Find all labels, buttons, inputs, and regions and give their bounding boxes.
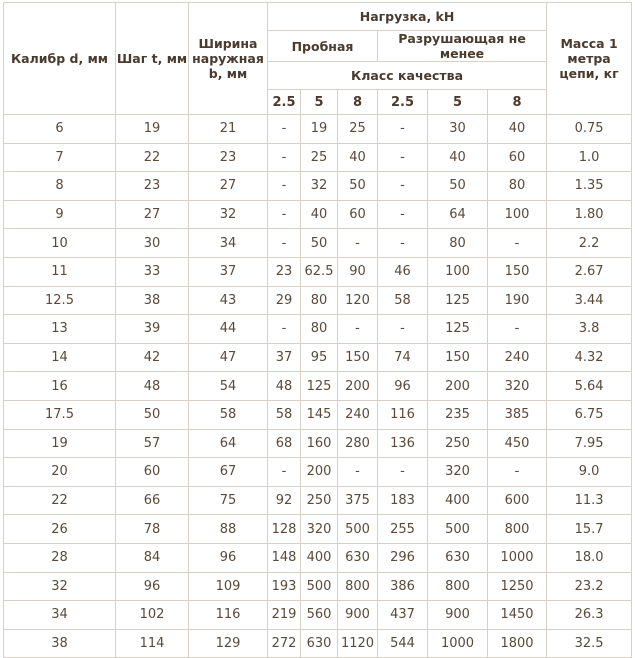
table-cell: 320 [428,458,488,487]
table-cell: 32 [301,172,338,201]
table-cell: 630 [428,543,488,572]
table-cell: 386 [378,572,428,601]
table-cell: 544 [378,629,428,658]
table-cell: 1250 [488,572,547,601]
table-cell: 400 [428,486,488,515]
table-cell: - [268,115,301,144]
table-cell: 19 [4,429,116,458]
table-cell: 320 [488,372,547,401]
header-grade: 8 [488,90,547,115]
header-mass: Масса 1 метра цепи, кг [547,3,632,115]
table-cell: 150 [338,343,378,372]
header-grade: 5 [428,90,488,115]
table-cell: 6 [4,115,116,144]
table-row [4,286,632,315]
table-cell: 43 [189,286,268,315]
table-cell: - [268,143,301,172]
table-cell: 120 [338,286,378,315]
table-cell: 1120 [338,629,378,658]
header-pitch: Шаг t, мм [116,3,189,115]
table-cell: - [338,458,378,487]
table-cell: 84 [116,543,189,572]
table-cell: 450 [488,429,547,458]
table-cell: 193 [268,572,301,601]
table-cell: 23.2 [547,572,632,601]
table-cell: 40 [301,200,338,229]
table-cell: 2.2 [547,229,632,258]
table-cell: 37 [268,343,301,372]
table-cell: 200 [301,458,338,487]
table-cell: 12.5 [4,286,116,315]
table-cell: 33 [116,257,189,286]
table-cell: 37 [189,257,268,286]
table-cell: - [488,315,547,344]
table-cell: 190 [488,286,547,315]
table-cell: 60 [338,200,378,229]
table-cell: 160 [301,429,338,458]
table-row [4,572,632,601]
table-cell: 27 [116,200,189,229]
table-cell: 42 [116,343,189,372]
table-cell: 114 [116,629,189,658]
table-cell: 11 [4,257,116,286]
table-cell: 75 [189,486,268,515]
table-cell: 50 [428,172,488,201]
table-cell: 25 [338,115,378,144]
header-grade: 2.5 [268,90,301,115]
table-cell: 22 [4,486,116,515]
table-cell: 296 [378,543,428,572]
table-cell: 1.80 [547,200,632,229]
table-cell: 1000 [428,629,488,658]
table-cell: 1800 [488,629,547,658]
table-cell: 9.0 [547,458,632,487]
table-cell: 560 [301,601,338,630]
table-cell: 60 [116,458,189,487]
table-cell: 23 [189,143,268,172]
table-cell: 64 [189,429,268,458]
table-cell: - [378,229,428,258]
table-cell: 219 [268,601,301,630]
table-cell: 48 [268,372,301,401]
table-cell: 100 [488,200,547,229]
table-cell: 1.0 [547,143,632,172]
table-cell: 80 [428,229,488,258]
table-cell: 125 [428,315,488,344]
table-cell: - [268,315,301,344]
table-cell: - [378,200,428,229]
table-cell: 240 [338,400,378,429]
table-cell: 8 [4,172,116,201]
table-cell: 375 [338,486,378,515]
table-row [4,515,632,544]
table-cell: - [268,229,301,258]
table-cell: 150 [428,343,488,372]
table-cell: 17.5 [4,400,116,429]
table-cell: 74 [378,343,428,372]
table-cell: 27 [189,172,268,201]
table-cell: 58 [189,400,268,429]
table-cell: 385 [488,400,547,429]
table-cell: - [378,143,428,172]
table-cell: 125 [428,286,488,315]
table-row [4,229,632,258]
table-cell: 0.75 [547,115,632,144]
table-cell: 34 [189,229,268,258]
table-cell: 68 [268,429,301,458]
table-cell: 900 [338,601,378,630]
table-cell: 62.5 [301,257,338,286]
table-cell: 800 [488,515,547,544]
table-body [4,115,632,658]
chain-spec-table [3,2,632,658]
header-grade: 2.5 [378,90,428,115]
table-row [4,372,632,401]
table-cell: 7 [4,143,116,172]
table-cell: 28 [4,543,116,572]
table-cell: 19 [116,115,189,144]
table-cell: 92 [268,486,301,515]
table-cell: 47 [189,343,268,372]
table-cell: 3.44 [547,286,632,315]
table-cell: 50 [116,400,189,429]
table-row [4,486,632,515]
table-cell: - [378,315,428,344]
header-caliber: Калибр d, мм [4,3,116,115]
table-cell: 235 [428,400,488,429]
table-cell: 18.0 [547,543,632,572]
table-cell: 23 [116,172,189,201]
table-cell: 95 [301,343,338,372]
table-cell: 200 [428,372,488,401]
table-cell: 48 [116,372,189,401]
header-quality-class: Класс качества [268,62,547,90]
table-cell: 40 [488,115,547,144]
table-cell: 50 [338,172,378,201]
table-cell: 58 [378,286,428,315]
table-cell: 102 [116,601,189,630]
table-cell: 200 [338,372,378,401]
table-cell: 1450 [488,601,547,630]
table-cell: 96 [378,372,428,401]
header-width: Ширина наружная b, мм [189,3,268,115]
table-cell: 57 [116,429,189,458]
table-cell: - [338,229,378,258]
table-row [4,257,632,286]
table-row [4,200,632,229]
table-cell: 32 [4,572,116,601]
header-test-load: Пробная [268,31,378,62]
table-cell: 96 [189,543,268,572]
table-cell: - [378,115,428,144]
table-row [4,172,632,201]
table-row [4,143,632,172]
table-row [4,601,632,630]
table-cell: 500 [428,515,488,544]
table-cell: 116 [378,400,428,429]
table-cell: 7.95 [547,429,632,458]
table-cell: 80 [488,172,547,201]
table-cell: 630 [338,543,378,572]
table-cell: - [488,229,547,258]
table-row [4,400,632,429]
table-cell: 58 [268,400,301,429]
table-cell: 88 [189,515,268,544]
table-cell: 16 [4,372,116,401]
table-cell: 2.67 [547,257,632,286]
table-cell: 129 [189,629,268,658]
table-cell: 96 [116,572,189,601]
table-cell: 22 [116,143,189,172]
table-row [4,343,632,372]
header-breaking-load: Разрушающая не менее [378,31,547,62]
table-cell: 145 [301,400,338,429]
table-cell: 150 [488,257,547,286]
table-cell: 90 [338,257,378,286]
table-cell: - [338,315,378,344]
header-grade: 5 [301,90,338,115]
table-cell: 136 [378,429,428,458]
table-cell: 46 [378,257,428,286]
table-cell: 800 [428,572,488,601]
table-cell: 40 [338,143,378,172]
table-cell: 9 [4,200,116,229]
table-row [4,543,632,572]
table-cell: 26.3 [547,601,632,630]
table-cell: 32.5 [547,629,632,658]
table-cell: 26 [4,515,116,544]
table-cell: 39 [116,315,189,344]
table-cell: 109 [189,572,268,601]
table-cell: 64 [428,200,488,229]
table-cell: 25 [301,143,338,172]
header-load: Нагрузка, kH [268,3,547,31]
table-cell: 11.3 [547,486,632,515]
table-cell: 250 [301,486,338,515]
table-cell: 10 [4,229,116,258]
table-cell: 250 [428,429,488,458]
table-cell: 500 [338,515,378,544]
table-cell: 50 [301,229,338,258]
table-cell: - [268,458,301,487]
table-cell: 44 [189,315,268,344]
table-cell: 60 [488,143,547,172]
table-cell: - [268,172,301,201]
table-cell: 900 [428,601,488,630]
table-cell: 500 [301,572,338,601]
table-cell: 20 [4,458,116,487]
table-cell: 29 [268,286,301,315]
table-cell: 6.75 [547,400,632,429]
table-cell: 38 [4,629,116,658]
table-cell: 630 [301,629,338,658]
table-cell: 23 [268,257,301,286]
header-grade: 8 [338,90,378,115]
table-cell: 4.32 [547,343,632,372]
table-row [4,115,632,144]
table-cell: 800 [338,572,378,601]
table-cell: 437 [378,601,428,630]
table-cell: 1000 [488,543,547,572]
table-cell: 30 [428,115,488,144]
table-cell: 320 [301,515,338,544]
table-cell: - [378,458,428,487]
table-cell: 14 [4,343,116,372]
table-cell: 272 [268,629,301,658]
table-cell: 67 [189,458,268,487]
table-cell: 125 [301,372,338,401]
table-cell: 240 [488,343,547,372]
table-cell: 66 [116,486,189,515]
table-cell: 40 [428,143,488,172]
table-cell: 21 [189,115,268,144]
table-cell: 116 [189,601,268,630]
table-cell: 80 [301,286,338,315]
table-cell: 3.8 [547,315,632,344]
table-cell: 255 [378,515,428,544]
table-cell: 1.35 [547,172,632,201]
table-cell: 30 [116,229,189,258]
table-cell: 34 [4,601,116,630]
table-cell: 80 [301,315,338,344]
table-row [4,315,632,344]
table-cell: 15.7 [547,515,632,544]
table-cell: 78 [116,515,189,544]
table-cell: 54 [189,372,268,401]
table-cell: 5.64 [547,372,632,401]
table-cell: - [268,200,301,229]
table-cell: 13 [4,315,116,344]
table-cell: 400 [301,543,338,572]
table-cell: - [378,172,428,201]
table-cell: 183 [378,486,428,515]
table-cell: 100 [428,257,488,286]
table-cell: 280 [338,429,378,458]
table-row [4,629,632,658]
table-cell: 600 [488,486,547,515]
table-cell: 148 [268,543,301,572]
table-cell: - [488,458,547,487]
table-row [4,458,632,487]
table-cell: 19 [301,115,338,144]
table-cell: 32 [189,200,268,229]
table-cell: 38 [116,286,189,315]
table-row [4,429,632,458]
table-cell: 128 [268,515,301,544]
